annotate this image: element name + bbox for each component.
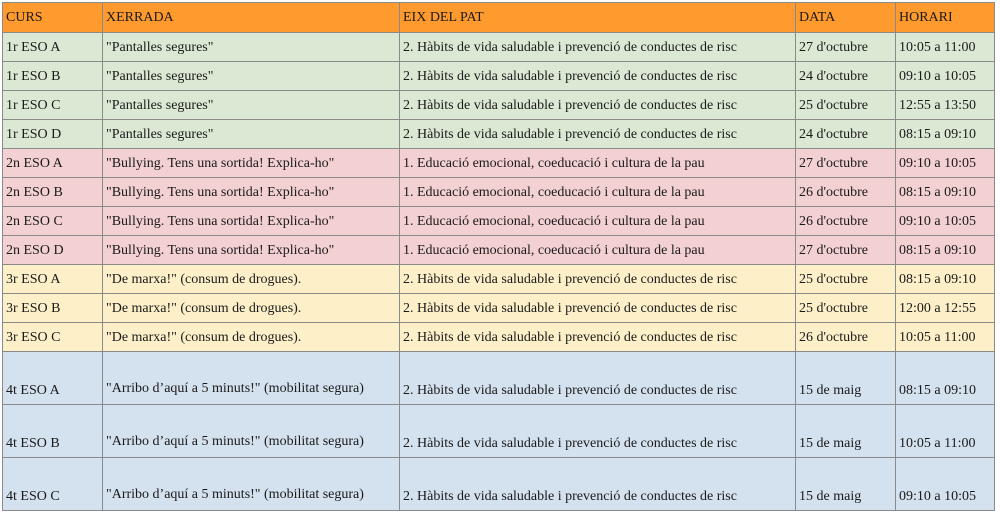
cell-data: 27 d'octubre bbox=[796, 236, 896, 265]
table-row bbox=[3, 149, 995, 178]
cell-xerrada: "Bullying. Tens una sortida! Explica-ho" bbox=[103, 149, 400, 178]
cell-eix: 1. Educació emocional, coeducació i cultura de la pau bbox=[400, 236, 796, 265]
header-xerrada: XERRADA bbox=[103, 3, 400, 33]
cell-data: 24 d'octubre bbox=[796, 120, 896, 149]
cell-data: 15 de maig bbox=[796, 352, 896, 405]
cell-xerrada: "Arribo d’aquí a 5 minuts!" (mobilitat segura) bbox=[103, 458, 400, 511]
cell-xerrada: "Bullying. Tens una sortida! Explica-ho" bbox=[103, 178, 400, 207]
cell-data: 15 de maig bbox=[796, 458, 896, 511]
table-row bbox=[3, 178, 995, 207]
cell-xerrada: "De marxa!" (consum de drogues). bbox=[103, 323, 400, 352]
header-horari: HORARI bbox=[896, 3, 995, 33]
table-row bbox=[3, 405, 995, 458]
cell-eix: 2. Hàbits de vida saludable i prevenció de conductes de risc bbox=[400, 33, 796, 62]
cell-curs: 1r ESO B bbox=[3, 62, 103, 91]
cell-horari: 09:10 a 10:05 bbox=[896, 207, 995, 236]
cell-xerrada: "Bullying. Tens una sortida! Explica-ho" bbox=[103, 236, 400, 265]
cell-horari: 12:55 a 13:50 bbox=[896, 91, 995, 120]
cell-data: 25 d'octubre bbox=[796, 294, 896, 323]
cell-eix: 2. Hàbits de vida saludable i prevenció de conductes de risc bbox=[400, 265, 796, 294]
cell-eix: 2. Hàbits de vida saludable i prevenció de conductes de risc bbox=[400, 294, 796, 323]
cell-xerrada: "Bullying. Tens una sortida! Explica-ho" bbox=[103, 207, 400, 236]
header-row bbox=[3, 3, 995, 33]
table-row bbox=[3, 62, 995, 91]
cell-curs: 3r ESO A bbox=[3, 265, 103, 294]
cell-eix: 2. Hàbits de vida saludable i prevenció de conductes de risc bbox=[400, 62, 796, 91]
cell-data: 26 d'octubre bbox=[796, 207, 896, 236]
table-row bbox=[3, 120, 995, 149]
cell-horari: 09:10 a 10:05 bbox=[896, 62, 995, 91]
cell-curs: 2n ESO B bbox=[3, 178, 103, 207]
header-data: DATA bbox=[796, 3, 896, 33]
cell-horari: 10:05 a 11:00 bbox=[896, 33, 995, 62]
cell-data: 27 d'octubre bbox=[796, 33, 896, 62]
cell-eix: 2. Hàbits de vida saludable i prevenció de conductes de risc bbox=[400, 323, 796, 352]
cell-horari: 08:15 a 09:10 bbox=[896, 120, 995, 149]
cell-eix: 2. Hàbits de vida saludable i prevenció de conductes de risc bbox=[400, 405, 796, 458]
cell-data: 15 de maig bbox=[796, 405, 896, 458]
cell-curs: 3r ESO B bbox=[3, 294, 103, 323]
cell-horari: 08:15 a 09:10 bbox=[896, 352, 995, 405]
cell-horari: 12:00 a 12:55 bbox=[896, 294, 995, 323]
table-row bbox=[3, 91, 995, 120]
cell-curs: 4t ESO B bbox=[3, 405, 103, 458]
cell-curs: 1r ESO C bbox=[3, 91, 103, 120]
cell-eix: 1. Educació emocional, coeducació i cultura de la pau bbox=[400, 178, 796, 207]
cell-curs: 1r ESO A bbox=[3, 33, 103, 62]
table-row bbox=[3, 458, 995, 511]
table-row bbox=[3, 294, 995, 323]
cell-data: 27 d'octubre bbox=[796, 149, 896, 178]
cell-eix: 1. Educació emocional, coeducació i cultura de la pau bbox=[400, 149, 796, 178]
table-row bbox=[3, 207, 995, 236]
cell-xerrada: "Arribo d’aquí a 5 minuts!" (mobilitat segura) bbox=[103, 405, 400, 458]
cell-horari: 09:10 a 10:05 bbox=[896, 149, 995, 178]
cell-xerrada: "Pantalles segures" bbox=[103, 33, 400, 62]
cell-xerrada: "De marxa!" (consum de drogues). bbox=[103, 294, 400, 323]
cell-xerrada: "Pantalles segures" bbox=[103, 120, 400, 149]
table-row bbox=[3, 265, 995, 294]
cell-curs: 2n ESO D bbox=[3, 236, 103, 265]
cell-data: 26 d'octubre bbox=[796, 178, 896, 207]
cell-eix: 2. Hàbits de vida saludable i prevenció de conductes de risc bbox=[400, 352, 796, 405]
cell-horari: 09:10 a 10:05 bbox=[896, 458, 995, 511]
cell-horari: 08:15 a 09:10 bbox=[896, 265, 995, 294]
cell-xerrada: "Pantalles segures" bbox=[103, 62, 400, 91]
cell-data: 26 d'octubre bbox=[796, 323, 896, 352]
table-row bbox=[3, 236, 995, 265]
cell-xerrada: "Arribo d’aquí a 5 minuts!" (mobilitat segura) bbox=[103, 352, 400, 405]
cell-horari: 08:15 a 09:10 bbox=[896, 236, 995, 265]
cell-data: 25 d'octubre bbox=[796, 91, 896, 120]
cell-eix: 2. Hàbits de vida saludable i prevenció de conductes de risc bbox=[400, 120, 796, 149]
cell-eix: 2. Hàbits de vida saludable i prevenció de conductes de risc bbox=[400, 91, 796, 120]
header-curs: CURS bbox=[3, 3, 103, 33]
table-row bbox=[3, 323, 995, 352]
schedule-table bbox=[2, 2, 995, 511]
cell-data: 24 d'octubre bbox=[796, 62, 896, 91]
header-eix: EIX DEL PAT bbox=[400, 3, 796, 33]
cell-curs: 1r ESO D bbox=[3, 120, 103, 149]
cell-xerrada: "De marxa!" (consum de drogues). bbox=[103, 265, 400, 294]
table-row bbox=[3, 33, 995, 62]
cell-xerrada: "Pantalles segures" bbox=[103, 91, 400, 120]
cell-curs: 4t ESO C bbox=[3, 458, 103, 511]
cell-horari: 08:15 a 09:10 bbox=[896, 178, 995, 207]
cell-curs: 4t ESO A bbox=[3, 352, 103, 405]
cell-curs: 3r ESO C bbox=[3, 323, 103, 352]
cell-eix: 1. Educació emocional, coeducació i cultura de la pau bbox=[400, 207, 796, 236]
cell-eix: 2. Hàbits de vida saludable i prevenció de conductes de risc bbox=[400, 458, 796, 511]
cell-curs: 2n ESO C bbox=[3, 207, 103, 236]
cell-horari: 10:05 a 11:00 bbox=[896, 323, 995, 352]
cell-horari: 10:05 a 11:00 bbox=[896, 405, 995, 458]
table-row bbox=[3, 352, 995, 405]
cell-curs: 2n ESO A bbox=[3, 149, 103, 178]
cell-data: 25 d'octubre bbox=[796, 265, 896, 294]
